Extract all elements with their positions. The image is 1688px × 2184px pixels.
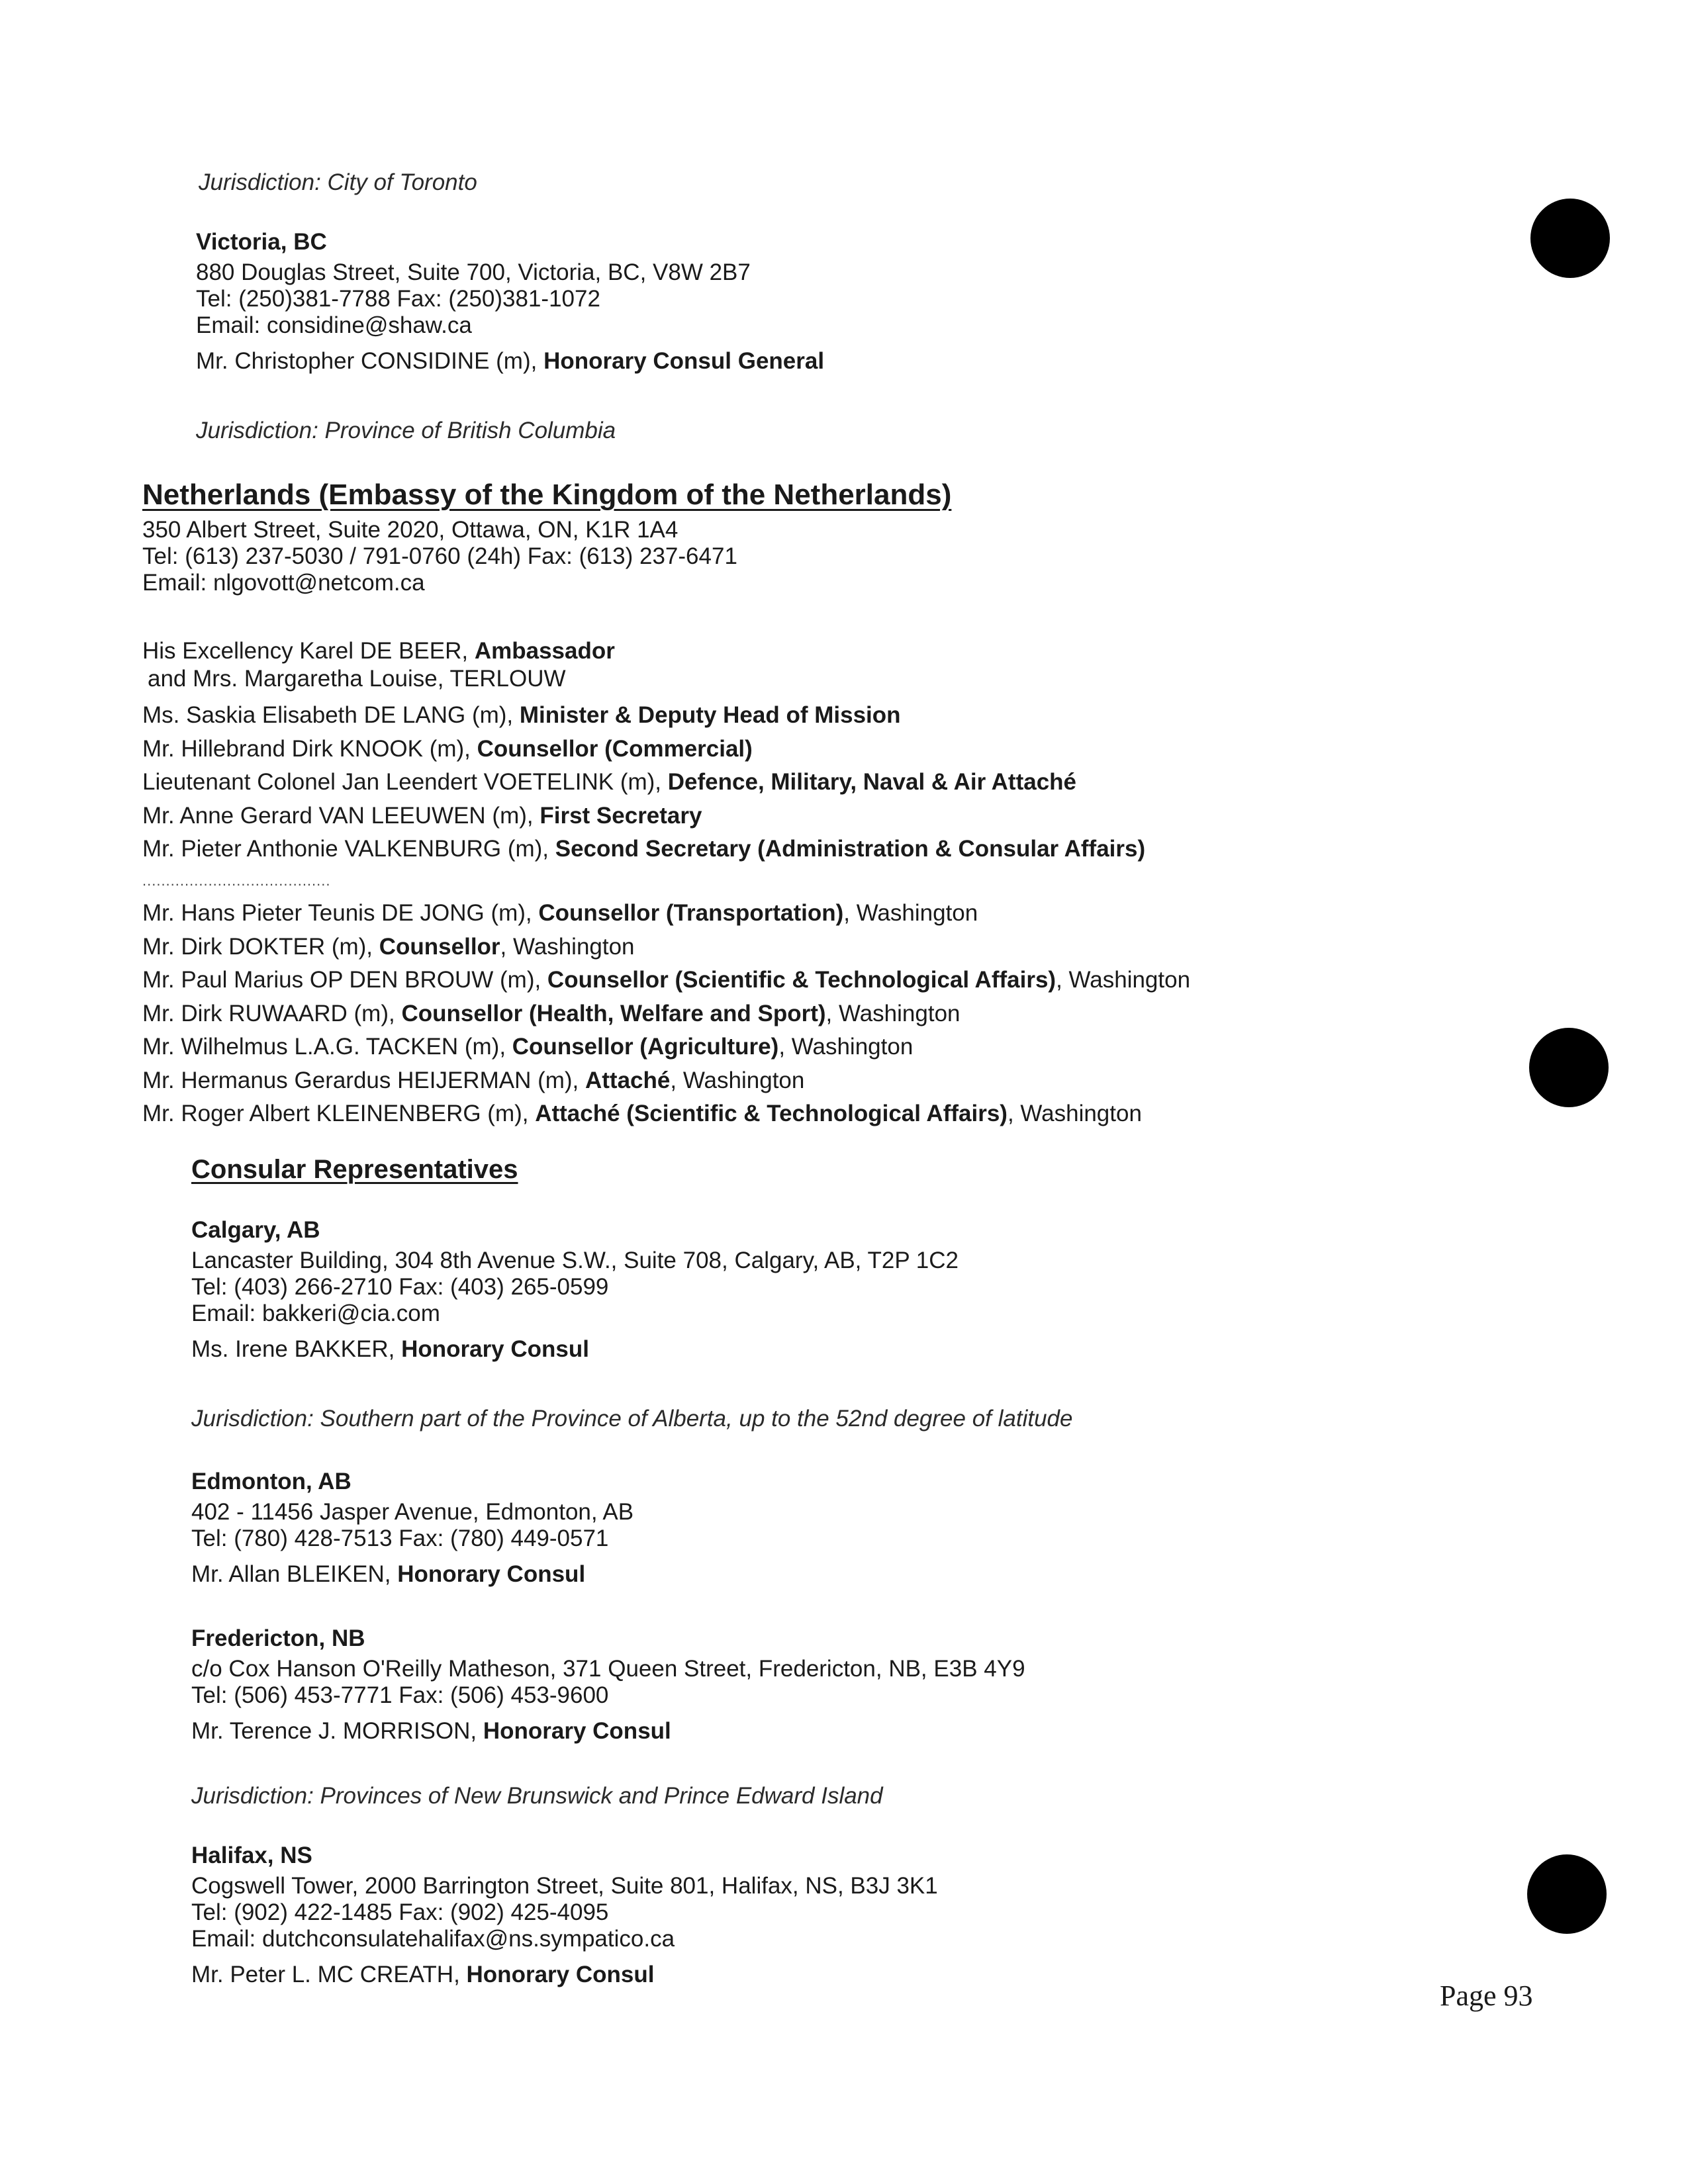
- victoria-person: [196, 347, 824, 375]
- edmonton-person-name: Mr. Allan BLEIKEN,: [191, 1561, 398, 1587]
- staff-row: [142, 931, 1190, 964]
- ambassador-title: Ambassador: [474, 638, 615, 664]
- staff-title: Counsellor (Agriculture): [512, 1034, 779, 1060]
- victoria-city: Victoria, BC: [196, 229, 327, 255]
- staff-location: , Washington: [1056, 967, 1191, 993]
- halifax-person: [191, 1961, 938, 1989]
- staff-row: [142, 699, 1145, 733]
- calgary-entry: [191, 1216, 959, 1363]
- staff-name: Mr. Pieter Anthonie VALKENBURG (m),: [142, 836, 555, 862]
- victoria-person-name: Mr. Christopher CONSIDINE (m),: [196, 348, 544, 374]
- staff-row: [142, 997, 1190, 1031]
- staff-row: [142, 964, 1190, 997]
- staff-row: [142, 733, 1145, 766]
- calgary-address: Lancaster Building, 304 8th Avenue S.W., Suite 708, Calgary, AB, T2P 1C2: [191, 1248, 959, 1273]
- calgary-person: [191, 1336, 959, 1363]
- victoria-jurisdiction: Jurisdiction: Province of British Columbia: [196, 418, 616, 443]
- ambassador-name: His Excellency Karel DE BEER,: [142, 638, 475, 664]
- embassy-email: Email: nlgovott@netcom.ca: [142, 570, 425, 596]
- staff-title: Second Secretary (Administration & Consular Affairs): [555, 836, 1146, 862]
- page-number: Page 93: [1440, 1979, 1533, 2012]
- halifax-address: Cogswell Tower, 2000 Barrington Street, Suite 801, Halifax, NS, B3J 3K1: [191, 1873, 938, 1899]
- embassy-tel: Tel: (613) 237-5030 / 791-0760 (24h) Fax: (613) 237-6471: [142, 543, 737, 569]
- edmonton-city: Edmonton, AB: [191, 1469, 352, 1494]
- staff-name: Mr. Paul Marius OP DEN BROUW (m),: [142, 967, 547, 993]
- embassy-heading: Netherlands (Embassy of the Kingdom of the Netherlands): [142, 478, 952, 511]
- edmonton-person-title: Honorary Consul: [397, 1561, 586, 1587]
- staff-row: [142, 766, 1145, 799]
- staff-row: [142, 1097, 1190, 1131]
- calgary-tel: Tel: (403) 266-2710 Fax: (403) 265-0599: [191, 1274, 609, 1300]
- staff-title: Counsellor (Transportation): [538, 900, 844, 926]
- staff-title: Counsellor: [379, 933, 500, 960]
- calgary-city: Calgary, AB: [191, 1217, 320, 1243]
- staff-location: , Washington: [670, 1067, 805, 1093]
- embassy-contact: [142, 516, 737, 597]
- ambassador-spouse: and Mrs. Margaretha Louise, TERLOUW: [148, 666, 566, 692]
- edmonton-person: [191, 1561, 633, 1588]
- staff-name: Ms. Saskia Elisabeth DE LANG (m),: [142, 702, 520, 728]
- victoria-tel: Tel: (250)381-7788 Fax: (250)381-1072: [196, 286, 600, 312]
- fredericton-tel: Tel: (506) 453-7771 Fax: (506) 453-9600: [191, 1682, 609, 1708]
- staff-title: Counsellor (Scientific & Technological Affairs): [547, 967, 1056, 993]
- calgary-jurisdiction: Jurisdiction: Southern part of the Province of Alberta, up to the 52nd degree of latitude: [191, 1406, 1073, 1432]
- calgary-email: Email: bakkeri@cia.com: [191, 1300, 440, 1326]
- staff-title: Attaché: [585, 1067, 671, 1093]
- staff-name: Mr. Anne Gerard VAN LEEUWEN (m),: [142, 802, 540, 829]
- staff-name: Mr. Dirk RUWAARD (m),: [142, 1000, 402, 1026]
- victoria-person-title: Honorary Consul General: [543, 348, 825, 374]
- staff-title: First Secretary: [539, 802, 702, 829]
- punch-hole-bottom: [1527, 1854, 1607, 1934]
- staff-title: Counsellor (Health, Welfare and Sport): [401, 1000, 826, 1026]
- staff-title: Attaché (Scientific & Technological Affairs): [535, 1101, 1008, 1126]
- staff-location: , Washington: [500, 933, 635, 960]
- ambassador-entry: [142, 637, 615, 693]
- staff-name: Mr. Hillebrand Dirk KNOOK (m),: [142, 735, 477, 762]
- staff-name: Mr. Wilhelmus L.A.G. TACKEN (m),: [142, 1034, 512, 1060]
- halifax-tel: Tel: (902) 422-1485 Fax: (902) 425-4095: [191, 1899, 609, 1925]
- staff-location: , Washington: [825, 1000, 961, 1026]
- consular-heading: Consular Representatives: [191, 1155, 518, 1184]
- fredericton-entry: [191, 1625, 1025, 1745]
- fredericton-jurisdiction: Jurisdiction: Provinces of New Brunswick and Prince Edward Island: [191, 1783, 883, 1809]
- embassy-staff-list: [142, 699, 1145, 866]
- staff-row: [142, 833, 1145, 866]
- edmonton-address: 402 - 11456 Jasper Avenue, Edmonton, AB: [191, 1499, 634, 1525]
- staff-row: [142, 799, 1145, 833]
- calgary-person-name: Ms. Irene BAKKER,: [191, 1336, 402, 1362]
- staff-location: , Washington: [1007, 1101, 1142, 1126]
- edmonton-entry: [191, 1468, 633, 1588]
- ambassador: [142, 637, 615, 665]
- staff-title: Minister & Deputy Head of Mission: [519, 702, 901, 728]
- washington-staff-list: [142, 897, 1190, 1131]
- victoria-address: 880 Douglas Street, Suite 700, Victoria, BC, V8W 2B7: [196, 259, 751, 285]
- staff-name: Mr. Hermanus Gerardus HEIJERMAN (m),: [142, 1067, 585, 1093]
- staff-name: Mr. Hans Pieter Teunis DE JONG (m),: [142, 900, 539, 926]
- fredericton-city: Fredericton, NB: [191, 1625, 365, 1651]
- halifax-email: Email: dutchconsulatehalifax@ns.sympatico.ca: [191, 1926, 675, 1952]
- staff-row: [142, 1064, 1190, 1098]
- punch-hole-middle: [1529, 1028, 1609, 1107]
- victoria-entry: [196, 228, 824, 375]
- fredericton-person-name: Mr. Terence J. MORRISON,: [191, 1718, 483, 1744]
- fredericton-person: [191, 1717, 1025, 1745]
- punch-hole-top: [1530, 199, 1610, 278]
- fredericton-address: c/o Cox Hanson O'Reilly Matheson, 371 Queen Street, Fredericton, NB, E3B 4Y9: [191, 1656, 1025, 1682]
- calgary-person-title: Honorary Consul: [401, 1336, 589, 1362]
- staff-row: [142, 897, 1190, 931]
- halifax-city: Halifax, NS: [191, 1843, 312, 1868]
- staff-row: [142, 1030, 1190, 1064]
- staff-title: Defence, Military, Naval & Air Attaché: [667, 769, 1076, 795]
- victoria-email: Email: considine@shaw.ca: [196, 312, 472, 338]
- halifax-person-title: Honorary Consul: [466, 1962, 655, 1987]
- fredericton-person-title: Honorary Consul: [483, 1718, 671, 1744]
- staff-title: Counsellor (Commercial): [477, 735, 753, 762]
- staff-name: Lieutenant Colonel Jan Leendert VOETELINK (m),: [142, 769, 668, 795]
- staff-name: Mr. Roger Albert KLEINENBERG (m),: [142, 1101, 536, 1126]
- staff-location: , Washington: [778, 1034, 914, 1060]
- embassy-address: 350 Albert Street, Suite 2020, Ottawa, ON, K1R 1A4: [142, 517, 679, 543]
- halifax-entry: [191, 1842, 938, 1989]
- halifax-person-name: Mr. Peter L. MC CREATH,: [191, 1962, 467, 1987]
- staff-separator: ........................................: [142, 872, 331, 889]
- staff-location: , Washington: [843, 900, 978, 926]
- edmonton-tel: Tel: (780) 428-7513 Fax: (780) 449-0571: [191, 1525, 609, 1551]
- toronto-jurisdiction: Jurisdiction: City of Toronto: [199, 169, 477, 195]
- staff-name: Mr. Dirk DOKTER (m),: [142, 933, 379, 960]
